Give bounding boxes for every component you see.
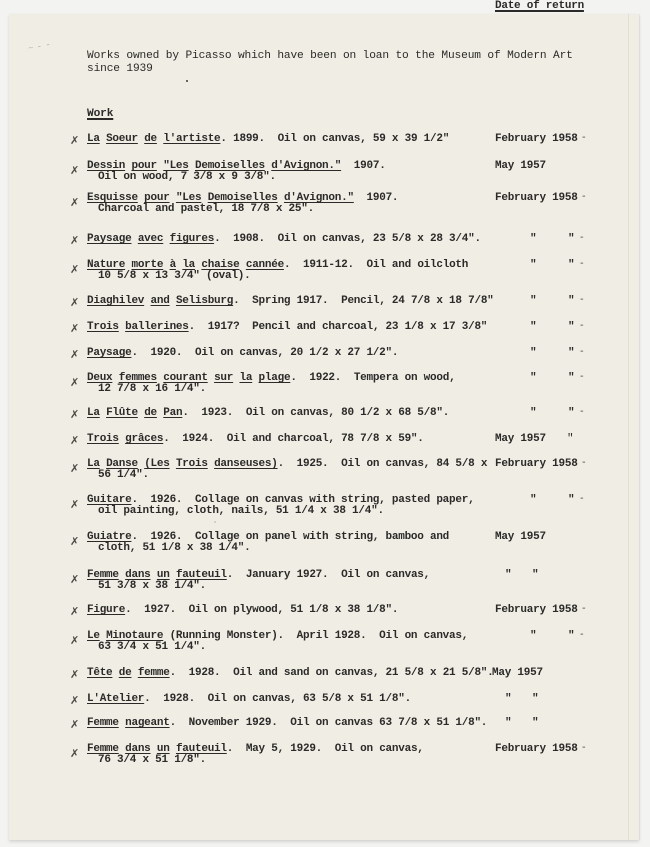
title-word: grâces bbox=[125, 433, 164, 445]
work-entry bbox=[70, 494, 630, 518]
entry-details: . November 1929. Oil on canvas 63 7/8 x 51 1/8". bbox=[169, 717, 488, 729]
work-entry bbox=[70, 630, 630, 654]
ditto-mark: " bbox=[505, 693, 512, 705]
ditto-mark: " bbox=[568, 372, 575, 384]
title-word: Femme bbox=[87, 717, 119, 729]
title-word: l'artiste bbox=[163, 133, 221, 145]
pencil-tick-icon: - bbox=[580, 346, 584, 357]
check-mark-icon: ✗ bbox=[70, 263, 80, 276]
title-word: Flûte bbox=[106, 407, 138, 419]
title-word: (Les bbox=[144, 458, 170, 470]
entry-line-2: 12 7/8 x 16 1/4". bbox=[98, 383, 206, 395]
title-word: danseuses) bbox=[214, 458, 278, 470]
check-mark-icon: ✗ bbox=[70, 573, 80, 586]
work-entry bbox=[70, 743, 630, 767]
work-entry bbox=[70, 259, 630, 283]
pencil-annotation: ~ - - bbox=[27, 39, 51, 55]
paper-edge bbox=[628, 14, 629, 840]
ditto-mark: " bbox=[567, 433, 574, 445]
entry-line-2: 10 5/8 x 13 3/4" (oval). bbox=[98, 270, 251, 282]
entry-details: (Running Monster). April 1928. Oil on canvas, bbox=[163, 630, 469, 642]
return-date: February 1958 bbox=[495, 743, 578, 755]
pencil-tick-icon: - bbox=[582, 191, 586, 202]
entry-line-1 bbox=[87, 693, 411, 705]
entry-line-1 bbox=[87, 604, 398, 616]
work-entry bbox=[70, 531, 630, 555]
check-mark-icon: ✗ bbox=[70, 498, 80, 511]
entry-details: . 1925. Oil on canvas, 84 5/8 x bbox=[277, 458, 488, 470]
title-word: figures bbox=[169, 233, 215, 245]
entry-details: 1907. bbox=[353, 192, 399, 204]
title-word: morte bbox=[131, 259, 164, 271]
ditto-mark: " bbox=[568, 295, 575, 307]
check-mark-icon: ✗ bbox=[70, 322, 80, 335]
title-word: chaise bbox=[201, 259, 240, 271]
title-word: Esquisse bbox=[87, 192, 138, 204]
return-date: May 1957 bbox=[492, 667, 543, 679]
work-entry bbox=[70, 458, 630, 482]
entry-details: 1907. bbox=[341, 160, 386, 172]
entry-details: . January 1927. Oil on canvas, bbox=[226, 569, 430, 581]
check-mark-icon: ✗ bbox=[70, 164, 80, 177]
check-mark-icon: ✗ bbox=[70, 634, 80, 647]
entry-details: . 1928. Oil on canvas, 63 5/8 x 51 1/8". bbox=[144, 693, 411, 705]
entry-line-2: cloth, 51 1/8 x 38 1/4". bbox=[98, 542, 251, 554]
check-mark-icon: ✗ bbox=[70, 376, 80, 389]
check-mark-icon: ✗ bbox=[70, 234, 80, 247]
return-date: February 1958 bbox=[495, 458, 578, 470]
return-date: February 1958 bbox=[495, 604, 578, 616]
ditto-mark: " bbox=[530, 407, 537, 419]
title-word: la bbox=[182, 259, 196, 271]
title-word: Nature bbox=[87, 259, 126, 271]
ditto-mark: " bbox=[530, 630, 537, 642]
work-entry bbox=[70, 372, 630, 396]
title-word: d'Avignon." bbox=[271, 160, 342, 172]
title-word: de bbox=[144, 133, 157, 145]
pencil-tick-icon: - bbox=[580, 320, 584, 331]
title-word: Paysage bbox=[87, 347, 132, 359]
title-word: Selisburg bbox=[175, 295, 234, 307]
stray-mark bbox=[214, 521, 216, 523]
entry-details: . 1923. Oil on canvas, 80 1/2 x 68 5/8". bbox=[182, 407, 450, 419]
entry-details: . 1922. Tempera on wood, bbox=[290, 372, 456, 384]
title-word: Demoiselles bbox=[207, 192, 278, 204]
check-mark-icon: ✗ bbox=[70, 747, 80, 760]
title-word: cannée bbox=[245, 259, 284, 271]
entry-line-2: Charcoal and pastel, 18 7/8 x 25". bbox=[98, 203, 314, 215]
column-header-work: Work bbox=[87, 108, 114, 120]
entry-details: . 1917? Pencil and charcoal, 23 1/8 x 17 3/8" bbox=[188, 321, 488, 333]
entry-line-1 bbox=[87, 295, 494, 307]
entry-details: . Spring 1917. Pencil, 24 7/8 x 18 7/8" bbox=[233, 295, 494, 307]
ditto-mark: " bbox=[530, 372, 537, 384]
ditto-mark: " bbox=[568, 630, 575, 642]
title-word: Danse bbox=[106, 458, 138, 470]
ditto-mark: " bbox=[568, 259, 575, 271]
pencil-tick-icon: - bbox=[580, 493, 584, 504]
entry-details: . 1920. Oil on canvas, 20 1/2 x 27 1/2". bbox=[131, 347, 399, 359]
entry-details: . 1926. Collage on canvas with string, pasted paper, bbox=[131, 494, 475, 506]
entry-line-2: 76 3/4 x 51 1/8". bbox=[98, 754, 206, 766]
ditto-mark: " bbox=[568, 407, 575, 419]
title-word: and bbox=[150, 295, 170, 307]
check-mark-icon: ✗ bbox=[70, 718, 80, 731]
column-header-date-of-return: Date of return bbox=[495, 0, 584, 12]
title-word: Deux bbox=[87, 372, 113, 384]
title-word: Minotaure bbox=[106, 630, 164, 642]
pencil-tick-icon: - bbox=[582, 457, 586, 468]
title-word: sur bbox=[214, 372, 234, 384]
ditto-mark: " bbox=[568, 347, 575, 359]
pencil-tick-icon: - bbox=[582, 603, 586, 614]
title-word: Trois bbox=[87, 321, 119, 333]
title-word: La bbox=[87, 458, 100, 470]
entry-details: . May 5, 1929. Oil on canvas, bbox=[226, 743, 424, 755]
title-word: Pan bbox=[163, 407, 183, 419]
entry-details: . 1899. Oil on canvas, 59 x 39 1/2" bbox=[220, 133, 450, 145]
title-word: dans bbox=[125, 743, 151, 755]
return-date: May 1957 bbox=[495, 433, 546, 445]
title-line-2: since 1939 bbox=[87, 62, 153, 75]
work-entry bbox=[70, 192, 630, 216]
title-word: ballerines bbox=[125, 321, 189, 333]
pencil-tick-icon: - bbox=[580, 232, 584, 243]
pencil-tick-icon: - bbox=[580, 406, 584, 417]
title-word: Dessin bbox=[87, 160, 126, 172]
ditto-mark: " bbox=[530, 321, 537, 333]
ditto-mark: " bbox=[505, 717, 512, 729]
title-word: Soeur bbox=[106, 133, 138, 145]
pencil-tick-icon: - bbox=[582, 742, 586, 753]
entry-details: . 1927. Oil on plywood, 51 1/8 x 38 1/8". bbox=[125, 604, 399, 616]
check-mark-icon: ✗ bbox=[70, 694, 80, 707]
check-mark-icon: ✗ bbox=[70, 408, 80, 421]
pencil-tick-icon: - bbox=[580, 258, 584, 269]
title-word: Tête bbox=[87, 667, 113, 679]
title-word: fauteuil bbox=[175, 569, 227, 581]
work-entry bbox=[70, 569, 630, 593]
title-word: d'Avignon." bbox=[283, 192, 354, 204]
ditto-mark: " bbox=[530, 233, 537, 245]
title-word: de bbox=[118, 667, 132, 679]
check-mark-icon: ✗ bbox=[70, 134, 80, 147]
pencil-tick-icon: - bbox=[580, 629, 584, 640]
entry-details: . 1928. Oil and sand on canvas, 21 5/8 x 21 5/8". bbox=[169, 667, 494, 679]
return-date: May 1957 bbox=[495, 531, 546, 543]
ditto-mark: " bbox=[530, 295, 537, 307]
ditto-mark: " bbox=[530, 259, 537, 271]
return-date: February 1958 bbox=[495, 133, 578, 145]
title-word: courant bbox=[163, 372, 208, 384]
entry-details: . 1908. Oil on canvas, 23 5/8 x 28 3/4". bbox=[214, 233, 481, 245]
entry-line-1 bbox=[87, 667, 494, 679]
check-mark-icon: ✗ bbox=[70, 462, 80, 475]
title-word: un bbox=[156, 743, 170, 755]
title-word: "Les bbox=[163, 160, 189, 172]
title-word: Trois bbox=[175, 458, 208, 470]
return-date: May 1957 bbox=[495, 160, 546, 172]
title-word: un bbox=[156, 569, 170, 581]
title-word: la bbox=[239, 372, 253, 384]
ditto-mark: " bbox=[505, 569, 512, 581]
title-word: de bbox=[144, 407, 157, 419]
title-word: femmes bbox=[118, 372, 157, 384]
entry-line-1 bbox=[87, 133, 449, 145]
pencil-tick-icon: - bbox=[580, 294, 584, 305]
ditto-mark: " bbox=[532, 717, 539, 729]
title-word: fauteuil bbox=[175, 743, 227, 755]
title-word: Guitare bbox=[87, 494, 132, 506]
entry-details: . 1924. Oil and charcoal, 78 7/8 x 59". bbox=[163, 433, 424, 445]
ditto-mark: " bbox=[530, 494, 537, 506]
entry-line-1 bbox=[87, 433, 424, 445]
title-word: plage bbox=[258, 372, 291, 384]
title-line-1: Works owned by Picasso which have been on loan to the Museum of Modern Art bbox=[87, 50, 573, 62]
document-title bbox=[87, 50, 573, 75]
title-word: L'Atelier bbox=[87, 693, 145, 705]
entry-line-1 bbox=[87, 347, 398, 359]
title-word: Guiatre bbox=[87, 531, 132, 543]
title-word: pour bbox=[144, 192, 170, 204]
pencil-tick-icon: - bbox=[580, 371, 584, 382]
work-entry bbox=[70, 160, 630, 184]
title-word: Paysage bbox=[87, 233, 132, 245]
check-mark-icon: ✗ bbox=[70, 196, 80, 209]
title-word: Le bbox=[87, 630, 100, 642]
title-word: Diaghilev bbox=[87, 295, 145, 307]
check-mark-icon: ✗ bbox=[70, 605, 80, 618]
pencil-tick-icon: - bbox=[582, 132, 586, 143]
title-word: Demoiselles bbox=[195, 160, 265, 172]
title-word: nageant bbox=[125, 717, 170, 729]
title-word: à bbox=[169, 259, 176, 271]
ditto-mark: " bbox=[568, 233, 575, 245]
title-word: La bbox=[87, 133, 100, 145]
entry-line-2: oil painting, cloth, nails, 51 1/4 x 38 1/4". bbox=[98, 505, 384, 517]
title-word: avec bbox=[137, 233, 164, 245]
entry-line-1 bbox=[87, 717, 487, 729]
check-mark-icon: ✗ bbox=[70, 535, 80, 548]
entry-line-2: 51 3/8 x 38 1/4". bbox=[98, 580, 206, 592]
title-word: Femme bbox=[87, 743, 119, 755]
entry-line-1 bbox=[87, 233, 481, 245]
entry-line-2: 63 3/4 x 51 1/4". bbox=[98, 641, 206, 653]
entry-line-2: 56 1/4". bbox=[98, 469, 149, 481]
check-mark-icon: ✗ bbox=[70, 434, 80, 447]
check-mark-icon: ✗ bbox=[70, 348, 80, 361]
entry-line-1 bbox=[87, 321, 487, 333]
title-word: La bbox=[87, 407, 100, 419]
ditto-mark: " bbox=[532, 693, 539, 705]
ditto-mark: " bbox=[532, 569, 539, 581]
stray-mark bbox=[186, 80, 188, 82]
title-word: Trois bbox=[87, 433, 119, 445]
check-mark-icon: ✗ bbox=[70, 296, 80, 309]
entry-line-2: Oil on wood, 7 3/8 x 9 3/8". bbox=[98, 171, 276, 183]
title-word: Figure bbox=[87, 604, 126, 616]
title-word: Femme bbox=[87, 569, 119, 581]
ditto-mark: " bbox=[568, 321, 575, 333]
title-word: dans bbox=[125, 569, 151, 581]
entry-details: . 1911-12. Oil and oilcloth bbox=[283, 259, 469, 271]
entry-details: . 1926. Collage on panel with string, bamboo and bbox=[131, 531, 450, 543]
check-mark-icon: ✗ bbox=[70, 668, 80, 681]
entry-line-1 bbox=[87, 407, 449, 419]
ditto-mark: " bbox=[568, 494, 575, 506]
title-word: femme bbox=[137, 667, 170, 679]
ditto-mark: " bbox=[530, 347, 537, 359]
return-date: February 1958 bbox=[495, 192, 578, 204]
title-word: "Les bbox=[175, 192, 202, 204]
title-word: pour bbox=[131, 160, 157, 172]
